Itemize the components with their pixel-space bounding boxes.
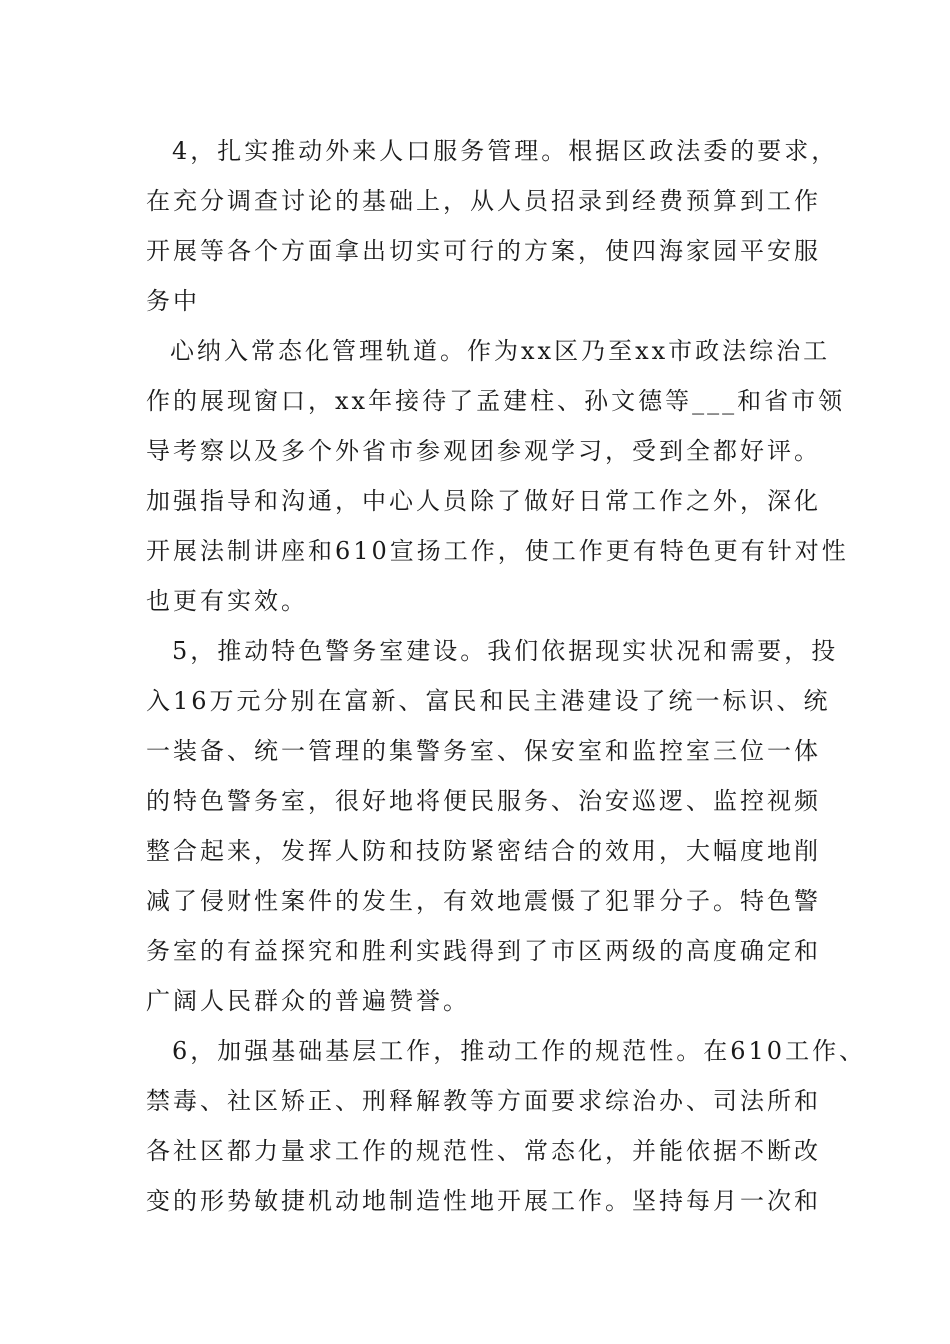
text-line: 加强指导和沟通，中心人员除了做好日常工作之外，深化 — [146, 487, 821, 515]
text-line: 广阔人民群众的普遍赞誉。 — [146, 987, 470, 1015]
text-line: 作的展现窗口，xx年接待了孟建柱、孙文德等___和省市领 — [146, 387, 846, 415]
text-line: 开展等各个方面拿出切实可行的方案，使四海家园平安服 — [146, 237, 821, 265]
text-line: 心纳入常态化管理轨道。作为xx区乃至xx市政法综治工 — [170, 337, 831, 365]
text-line: 务室的有益探究和胜利实践得到了市区两级的高度确定和 — [146, 937, 821, 965]
text-line: 4，扎实推动外来人口服务管理。根据区政法委的要求， — [172, 137, 839, 165]
text-line: 务中 — [146, 287, 200, 315]
text-line: 一装备、统一管理的集警务室、保安室和监控室三位一体 — [146, 737, 821, 765]
text-line: 整合起来，发挥人防和技防紧密结合的效用，大幅度地削 — [146, 837, 821, 865]
text-line: 减了侵财性案件的发生，有效地震慑了犯罪分子。特色警 — [146, 887, 821, 915]
text-line: 导考察以及多个外省市参观团参观学习，受到全都好评。 — [146, 437, 821, 465]
text-line: 变的形势敏捷机动地制造性地开展工作。坚持每月一次和 — [146, 1187, 821, 1215]
text-line: 5，推动特色警务室建设。我们依据现实状况和需要，投 — [172, 637, 839, 665]
text-line: 开展法制讲座和610宣扬工作，使工作更有特色更有针对性 — [146, 537, 849, 565]
text-line: 也更有实效。 — [146, 587, 308, 615]
text-line: 禁毒、社区矫正、刑释解教等方面要求综治办、司法所和 — [146, 1087, 821, 1115]
text-line: 在充分调查讨论的基础上，从人员招录到经费预算到工作 — [146, 187, 821, 215]
text-line: 各社区都力量求工作的规范性、常态化，并能依据不断改 — [146, 1137, 821, 1165]
text-line: 6，加强基础基层工作，推动工作的规范性。在610工作、 — [172, 1037, 867, 1065]
text-line: 入16万元分别在富新、富民和民主港建设了统一标识、统 — [146, 687, 831, 715]
text-line: 的特色警务室，很好地将便民服务、治安巡逻、监控视频 — [146, 787, 821, 815]
